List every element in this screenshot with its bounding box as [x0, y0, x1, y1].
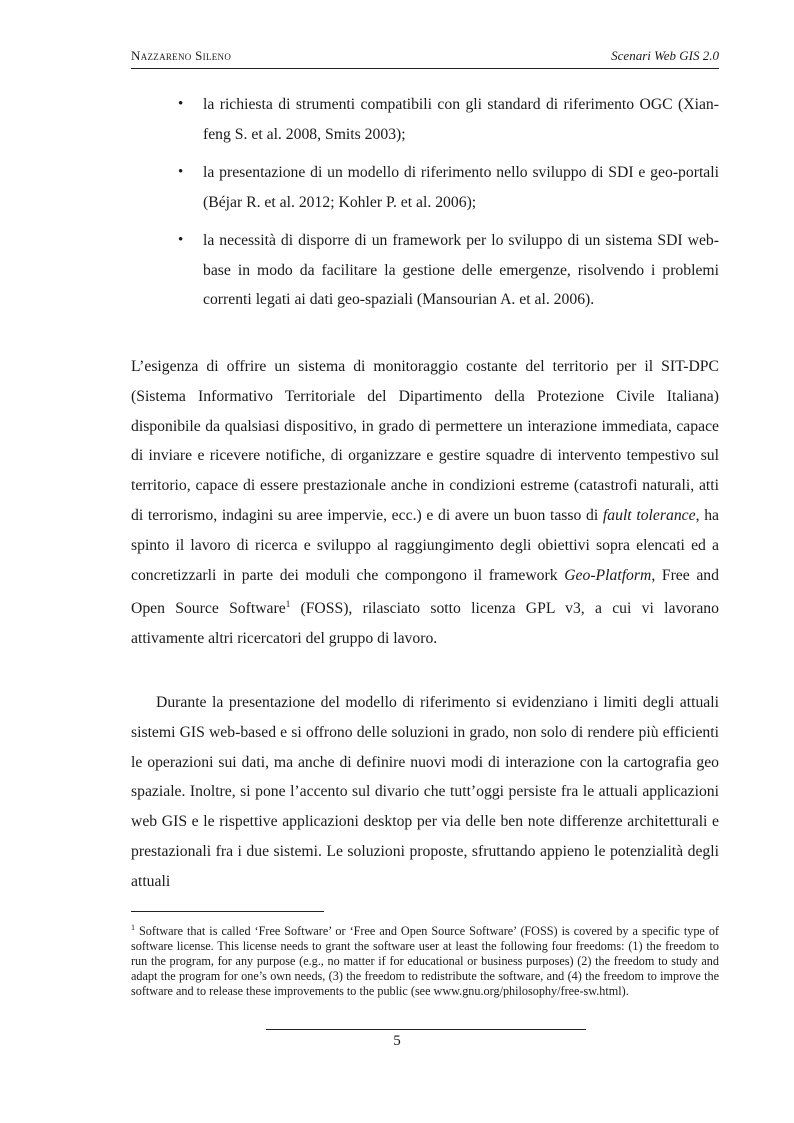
p1-italic-geo-platform: Geo-Platform: [564, 566, 652, 584]
bullet-icon: •: [178, 164, 184, 180]
bullet-icon: •: [178, 232, 184, 248]
bullet-list: [178, 90, 719, 324]
p1-text-b: , ha spinto il lavoro di ricerca e sviluppo al raggiungimento degli obiettivi sopra elencati ed a concretizzarli in parte dei moduli che compongono il framework: [131, 506, 719, 584]
running-header: [131, 48, 719, 66]
bullet-text: la richiesta di strumenti compatibili con gli standard di riferimento OGC (Xian-feng S. et al. 2008, Smits 2003);: [203, 96, 719, 143]
header-title: Scenari Web GIS 2.0: [611, 48, 719, 63]
p1-text-d: (FOSS), rilasciato sotto licenza GPL v3, a cui vi lavorano attivamente altri ricercatori del gruppo di lavoro.: [131, 600, 719, 648]
bullet-text: la necessità di disporre di un framework per lo sviluppo di un sistema SDI web-base in modo da facilitare la gestione delle emergenze, risolvendo i problemi correnti legati ai dati geo-spaziali (Mansourian A. et al. 2006).: [203, 232, 719, 308]
header-rule: [131, 68, 719, 69]
footnote: [131, 920, 719, 1000]
footnote-rule: [131, 911, 324, 912]
footer-rule: [266, 1029, 586, 1030]
footnote-text: Software that is called ‘Free Software’ or ‘Free and Open Source Software’ (FOSS) is covered by a specific type of software license. This license needs to grant the software user at least the following four freedoms: (1) the freedom to run the program, for any purpose (e.g., no matter if for educational or business purposes) (2) the freedom to study and adapt the program for one’s own needs, (3) the freedom to redistribute the software, and (4) the freedom to improve the software and to release these improvements to the public (see www.gnu.org/philosophy/free-sw.html).: [131, 924, 719, 999]
paragraph-2: Durante la presentazione del modello di riferimento si evidenziano i limiti degli attuali sistemi GIS web-based e si offrono delle soluzioni in grado, non solo di rendere più efficienti le operazioni sui dati, ma anche di definire nuovi modi di interazione con la cartografia geo spaziale. Inoltre, si pone l’accento sul divario che tutt’oggi persiste fra le attuali applicazioni web GIS e le rispettive applicazioni desktop per via delle ben note differenze architetturali e prestazionali fra i due sistemi. Le soluzioni proposte, sfruttando appieno le potenzialità degli attuali: [131, 694, 719, 890]
bullet-icon: •: [178, 96, 184, 112]
p1-text-c: , Free and Open Source Software: [131, 566, 719, 618]
footnote-number: 1: [131, 923, 135, 932]
bullet-text: la presentazione di un modello di riferimento nello sviluppo di SDI e geo-portali (Béjar R. et al. 2012; Kohler P. et al. 2006);: [203, 164, 719, 211]
p1-text-a: L’esigenza di offrire un sistema di monitoraggio costante del territorio per il SIT-DPC (Sistema Informativo Territoriale del Dipartimento della Protezione Civile Italiana) disponibile da qualsiasi dispositivo, in grado di permettere un interazione immediata, capace di inviare e ricevere notifiche, di organizzare e gestire squadre di intervento tempestivo sul territorio, capace di essere prestazionale anche in condizioni estreme (catastrofi naturali, atti di terrorismo, indagini su aree impervie, ecc.) e di avere un buon tasso di: [131, 358, 719, 524]
bullet-item: [178, 90, 719, 149]
header-author: Nazzareno Sileno: [131, 48, 232, 63]
bullet-item: [178, 226, 719, 315]
bullet-item: [178, 158, 719, 217]
paragraph-1: [131, 352, 719, 654]
p1-italic-fault-tolerance: fault tolerance: [602, 506, 696, 524]
footnote-reference[interactable]: 1: [285, 599, 291, 610]
page-number: 5: [393, 1033, 401, 1049]
